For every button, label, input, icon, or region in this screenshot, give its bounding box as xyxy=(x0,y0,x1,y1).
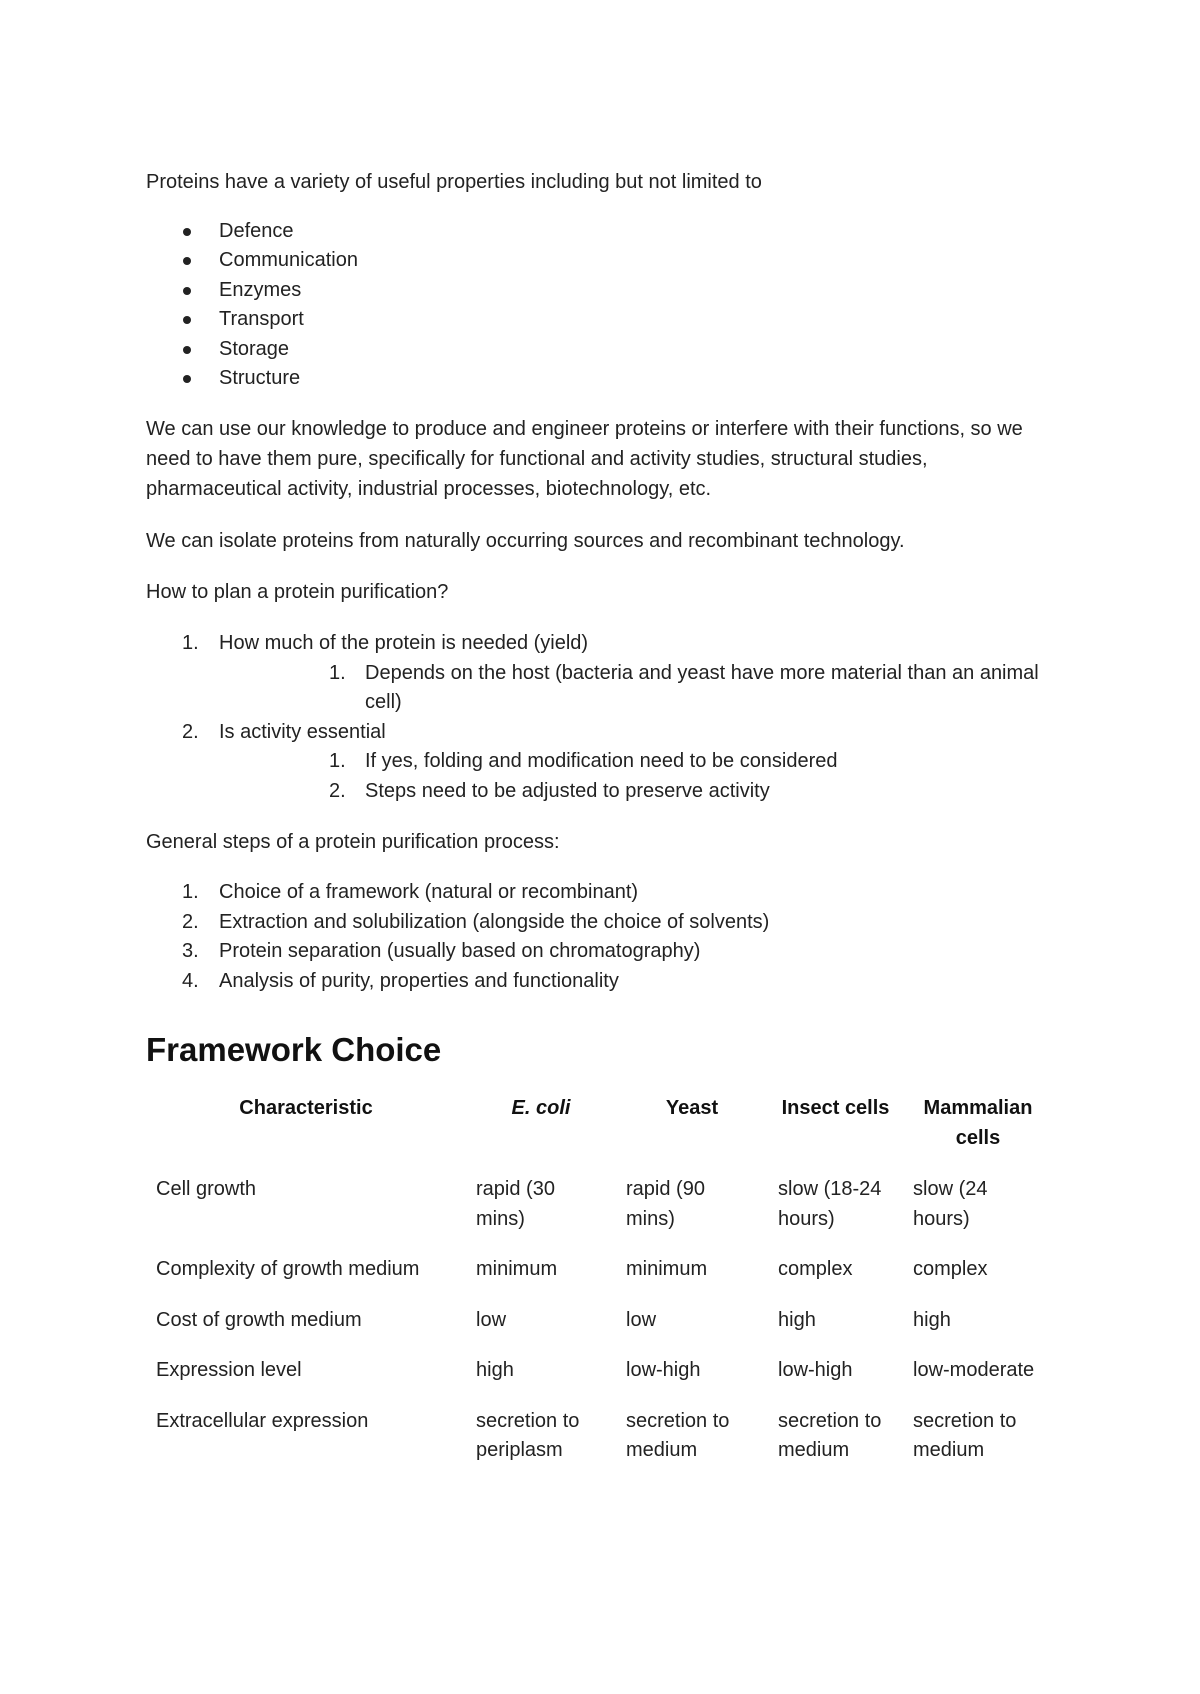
table-cell: rapid (30 mins) xyxy=(476,1178,555,1230)
list-item xyxy=(146,967,1066,997)
list-marker: 1. xyxy=(329,750,346,773)
list-item-text: Extraction and solubilization (alongside the choice of solvents) xyxy=(219,910,770,933)
table-header-row xyxy=(146,1094,1053,1175)
intro-paragraph: Proteins have a variety of useful properties including but not limited to xyxy=(146,171,762,193)
table-cell: Complexity of growth medium xyxy=(156,1258,420,1281)
list-item-text: If yes, folding and modification need to be considered xyxy=(365,750,838,773)
steps-intro: General steps of a protein purification process: xyxy=(146,831,560,854)
list-item xyxy=(146,364,1066,393)
sub-list xyxy=(219,659,1066,718)
table-cell: complex xyxy=(913,1258,988,1281)
framework-table xyxy=(146,1094,1053,1487)
list-item-text: Protein separation (usually based on chromatography) xyxy=(219,940,701,963)
table-cell: high xyxy=(476,1359,514,1382)
column-header: Yeast xyxy=(665,1097,719,1120)
list-item-text: Transport xyxy=(219,308,304,331)
knowledge-paragraph: We can use our knowledge to produce and engineer proteins or interfere with their functions, so we need to have them pure, specifically for functional and activity studies, structural studies, pharmaceutical activity, industrial processes, biotechnology, etc. xyxy=(146,418,1023,501)
list-item-text: How much of the protein is needed (yield) xyxy=(219,632,589,655)
table-cell: low xyxy=(626,1308,657,1331)
sub-list-item xyxy=(219,777,1066,807)
table-cell: Cost of growth medium xyxy=(156,1308,362,1331)
document-page xyxy=(146,168,1066,1504)
plan-question: How to plan a protein purification? xyxy=(146,581,449,604)
list-item-text: Storage xyxy=(219,337,290,360)
table-cell: Cell growth xyxy=(156,1178,257,1201)
list-item xyxy=(146,305,1066,334)
sub-list xyxy=(219,747,1066,806)
list-marker: 1. xyxy=(329,661,346,684)
table-row xyxy=(146,1175,1053,1255)
table-cell: minimum xyxy=(626,1258,708,1281)
table-cell: low-high xyxy=(626,1359,701,1382)
table-row xyxy=(146,1255,1053,1306)
table-row xyxy=(146,1306,1053,1357)
bullet-icon xyxy=(183,287,191,295)
sub-list-item xyxy=(219,659,1066,718)
list-marker: 2. xyxy=(329,779,346,802)
list-item xyxy=(146,629,1066,718)
table-cell: secretion to medium xyxy=(626,1409,730,1462)
column-header: Insect cells xyxy=(781,1097,890,1120)
column-header: Mammalian cells xyxy=(923,1097,1033,1149)
list-item-text: Is activity essential xyxy=(219,720,386,743)
column-header: E. coli xyxy=(511,1097,571,1120)
table-cell: secretion to medium xyxy=(913,1409,1017,1462)
list-marker: 3. xyxy=(182,940,199,963)
list-item-text: Choice of a framework (natural or recombinant) xyxy=(219,881,639,904)
list-item-text: Enzymes xyxy=(219,278,302,301)
list-item xyxy=(146,908,1066,938)
list-item-text: Steps need to be adjusted to preserve activity xyxy=(365,779,770,802)
list-marker: 1. xyxy=(182,881,199,904)
bullet-icon xyxy=(183,228,191,236)
table-cell: Expression level xyxy=(156,1359,302,1382)
list-item xyxy=(146,276,1066,305)
list-item xyxy=(146,718,1066,807)
list-item xyxy=(146,878,1066,908)
list-item-text: Communication xyxy=(219,249,358,272)
table-cell: minimum xyxy=(476,1258,558,1281)
table-row xyxy=(146,1407,1053,1487)
bullet-icon xyxy=(183,316,191,324)
list-item xyxy=(146,246,1066,275)
list-marker: 2. xyxy=(182,720,199,743)
bullet-icon xyxy=(183,375,191,383)
table-cell: slow (24 hours) xyxy=(913,1178,988,1230)
plan-list xyxy=(146,629,1066,806)
list-item-text: Analysis of purity, properties and functionality xyxy=(219,969,619,992)
section-heading: Framework Choice xyxy=(146,1031,442,1069)
sub-list-item xyxy=(219,747,1066,777)
properties-list xyxy=(146,217,1066,393)
table-cell: low xyxy=(476,1308,507,1331)
table-cell: rapid (90 mins) xyxy=(626,1178,705,1230)
table-cell: low-high xyxy=(778,1359,853,1382)
bullet-icon xyxy=(183,257,191,265)
list-item xyxy=(146,335,1066,364)
list-item-text: Defence xyxy=(219,220,294,242)
list-marker: 2. xyxy=(182,910,199,933)
table-cell: high xyxy=(913,1308,951,1331)
table-cell: slow (18-24 hours) xyxy=(778,1178,882,1230)
bullet-icon xyxy=(183,346,191,354)
table-row xyxy=(146,1356,1053,1407)
list-item xyxy=(146,217,1066,246)
table-cell: secretion to periplasm xyxy=(476,1409,580,1462)
column-header: Characteristic xyxy=(239,1097,373,1120)
table-cell: high xyxy=(778,1308,816,1331)
table-cell: secretion to medium xyxy=(778,1409,882,1462)
list-item xyxy=(146,937,1066,967)
list-item-text: Structure xyxy=(219,367,301,390)
framework-table-wrapper xyxy=(146,1094,1066,1504)
table-cell: complex xyxy=(778,1258,853,1281)
list-marker: 4. xyxy=(182,969,199,992)
table-cell: Extracellular expression xyxy=(156,1409,369,1432)
list-marker: 1. xyxy=(182,632,199,655)
steps-list xyxy=(146,878,1066,996)
list-item-text: Depends on the host (bacteria and yeast have more material than an animal cell) xyxy=(365,661,1039,714)
table-cell: low-moderate xyxy=(913,1359,1035,1382)
isolate-paragraph: We can isolate proteins from naturally occurring sources and recombinant technology. xyxy=(146,530,905,553)
